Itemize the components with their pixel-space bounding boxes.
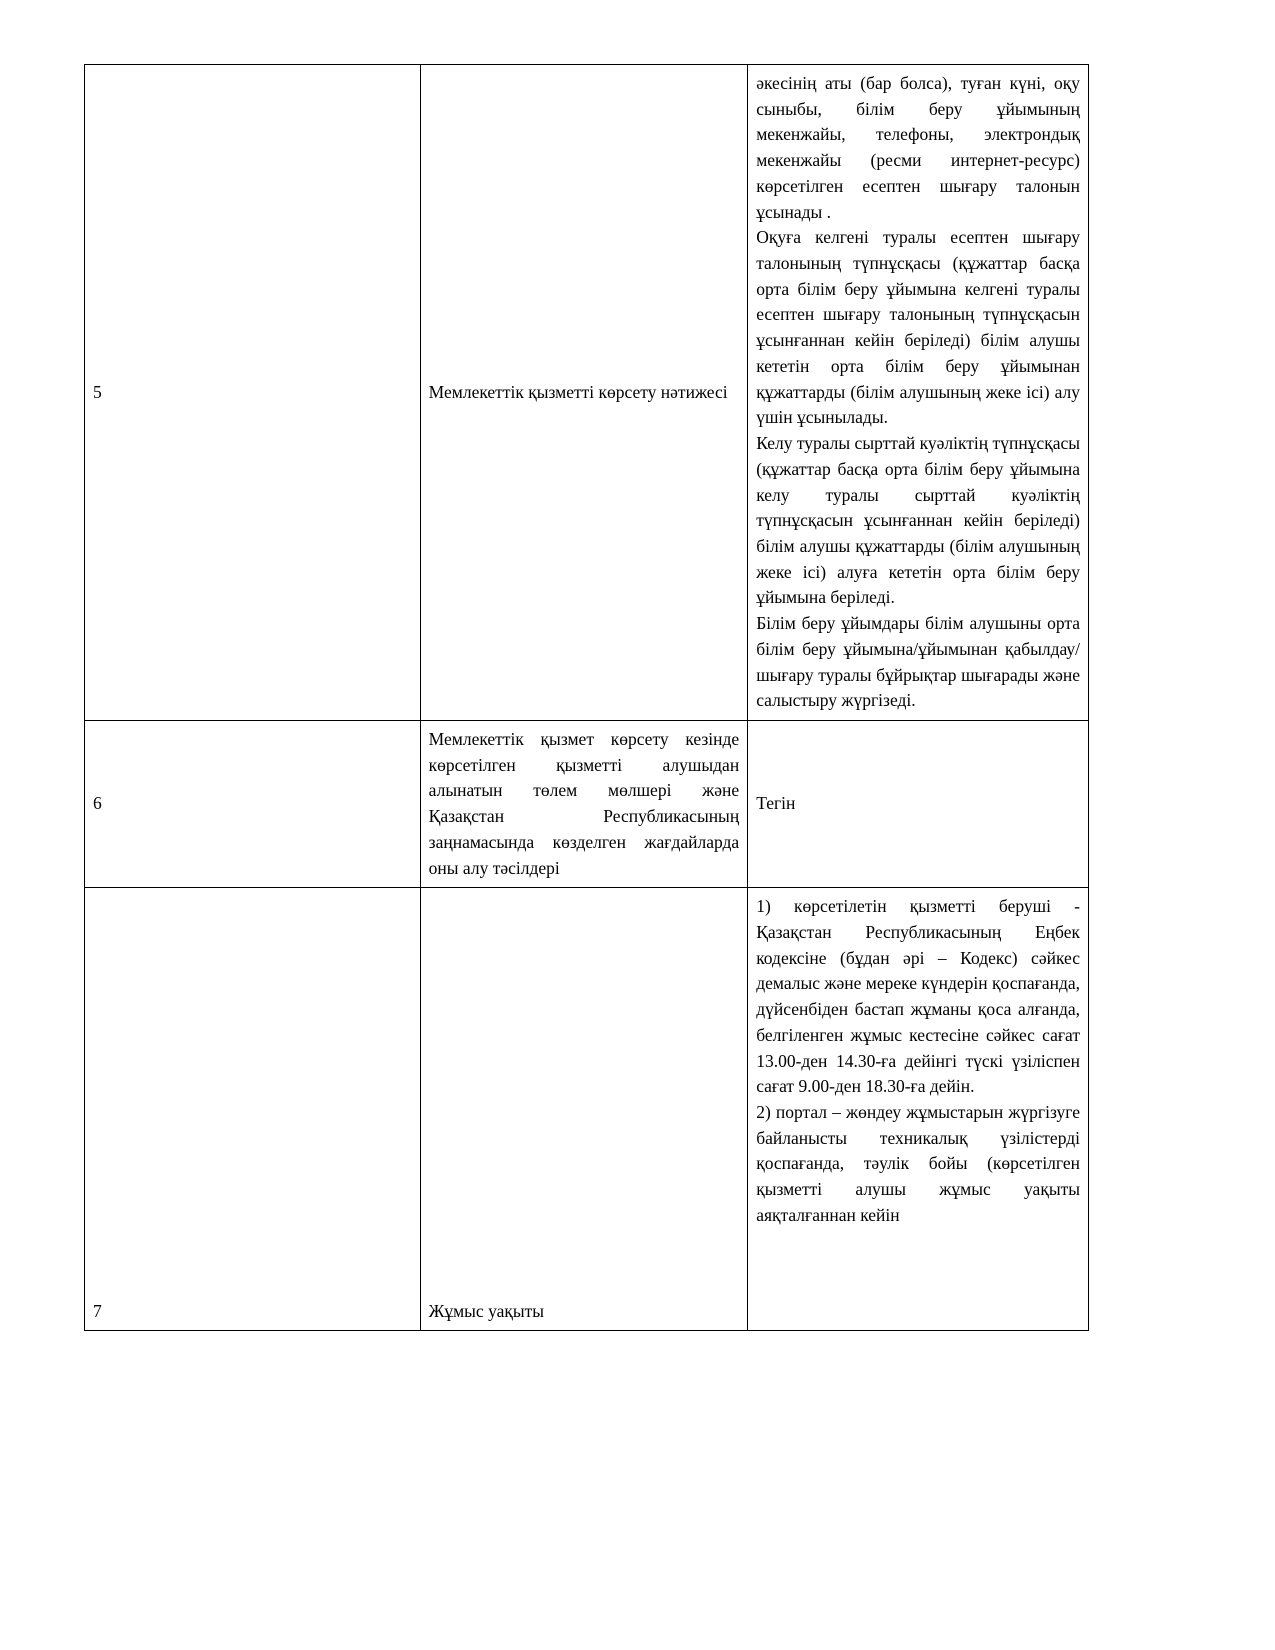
row-number: 6	[93, 793, 102, 814]
row-value-cell	[748, 888, 1089, 1331]
table-row	[85, 888, 1089, 1331]
value-paragraph: Тегін	[756, 793, 796, 814]
value-paragraph: 1) көрсетілетін қызметті беруші - Қазақстан Республикасының Еңбек кодексіне (бұдан әрі – Кодекс) сәйкес демалыс және мереке күндерін қоспағанда, дүйсенбіден бастап жұманы қоса алғанда, белгіленген жұмыс кестесіне сәйкес сағат 13.00-ден 14.30-ға дейінгі түскі үзіліспен сағат 9.00-ден 18.30-ға дейін.	[756, 896, 1080, 1097]
table-row	[85, 65, 1089, 721]
row-number-cell	[85, 720, 421, 887]
row-label-cell	[420, 720, 748, 887]
table-row	[85, 720, 1089, 887]
service-standard-table	[84, 64, 1089, 1331]
row-value-cell	[748, 65, 1089, 721]
row-label: Мемлекеттік қызмет көрсету кезінде көрсетілген қызметті алушыдан алынатын төлем мөлшері және Қазақстан Республикасының заңнамасында көзделген жағдайларда оны алу тәсілдері	[428, 728, 740, 878]
row-number: 5	[93, 381, 102, 402]
value-paragraph: Оқуға келгені туралы есептен шығару талонының түпнұсқасы (құжаттар басқа орта білім беру ұйымына келгені туралы есептен шығару талонының түпнұсқасын ұсынғаннан кейін беріледі) білім алушы кететін орта білім беру ұйымынан құжаттарды (білім алушының жеке ісі) алу үшін ұсынылады.	[756, 227, 1080, 428]
row-number-cell	[85, 65, 421, 721]
value-paragraph: Білім беру ұйымдары білім алушыны орта білім беру ұйымына/ұйымынан қабылдау/ шығару туралы бұйрықтар шығарады және салыстыру жүргізеді.	[756, 613, 1080, 711]
row-number-cell	[85, 888, 421, 1331]
row-number: 7	[93, 1300, 102, 1321]
value-paragraph: 2) портал – жөндеу жұмыстарын жүргізуге байланысты техникалық үзілістерді қоспағанда, тәулік бойы (көрсетілген қызметті алушы жұмыс уақыты аяқталғаннан кейін	[756, 1102, 1080, 1225]
row-label: Мемлекеттік қызметті көрсету нәтижесі	[428, 381, 728, 402]
value-paragraph: әкесінің аты (бар болса), туған күні, оқу сыныбы, білім беру ұйымының мекенжайы, телефоны, электрондық мекенжайы (ресми интернет-ресурс) көрсетілген есептен шығару талонын ұсынады .	[756, 73, 1080, 222]
row-label-cell	[420, 888, 748, 1331]
row-label-cell	[420, 65, 748, 721]
row-label: Жұмыс уақыты	[428, 1300, 545, 1321]
row-value-cell	[748, 720, 1089, 887]
value-paragraph: Келу туралы сырттай куәліктің түпнұсқасы (құжаттар басқа орта білім беру ұйымына келу туралы сырттай куәліктің түпнұсқасын ұсынғаннан кейін беріледі) білім алушы құжаттарды (білім алушының жеке ісі) алуға кететін орта білім беру ұйымына беріледі.	[756, 433, 1080, 608]
